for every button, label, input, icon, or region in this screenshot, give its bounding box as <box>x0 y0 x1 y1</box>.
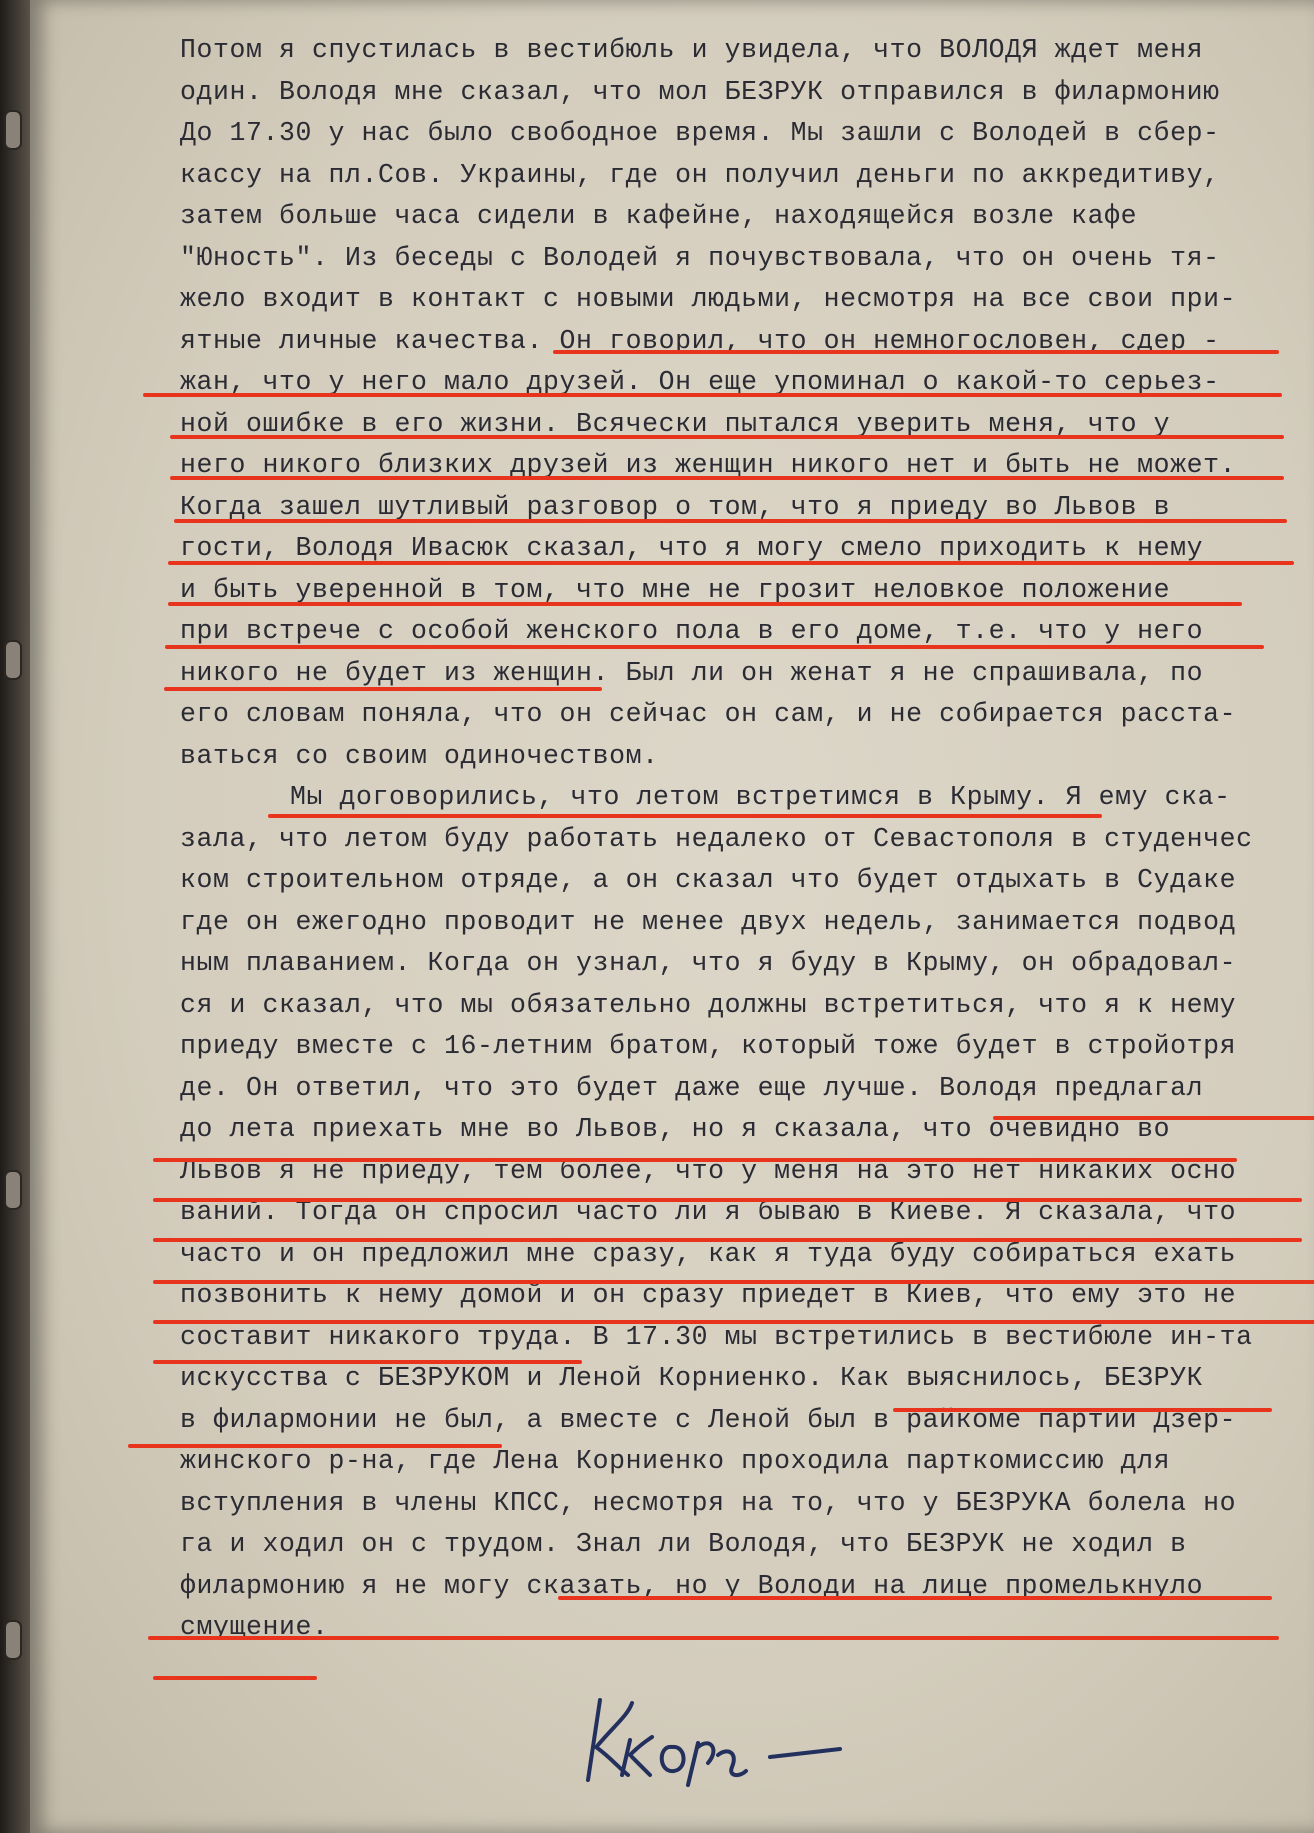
text-line: составит никакого труда. В 17.30 мы встретились в вестибюле ин-та <box>180 1321 1253 1352</box>
text-line: Львов я не приеду, тем более, что у меня на это нет никаких осно <box>180 1155 1237 1186</box>
text-line: жинского р-на, где Лена Корниенко проходила парткомиссию для <box>180 1446 1171 1476</box>
text-line: де. Он ответил, что это будет даже еще лучше. Володя предлагал <box>180 1072 1204 1103</box>
binder-ring <box>4 110 22 150</box>
text-line: ся и сказал, что мы обязательно должны встретиться, что я к нему <box>180 989 1237 1020</box>
text-line: один. Володя мне сказал, что мол БЕЗРУК отправился в филармонию <box>180 76 1220 107</box>
text-line: ятные личные качества. Он говорил, что он немногословен, сдер - <box>180 325 1220 356</box>
binder-ring <box>4 1170 22 1210</box>
text-line: при встрече с особой женского пола в его доме, т.е. что у него <box>180 616 1204 646</box>
text-line: кассу на пл.Сов. Украины, где он получил деньги по аккредитиву, <box>180 159 1220 190</box>
text-line: где он ежегодно проводит не менее двух недель, занимается подвод <box>180 906 1237 937</box>
text-line: ваться со своим одиночеством. <box>180 740 659 771</box>
text-line: него никого близких друзей из женщин никого нет и быть не может. <box>180 450 1237 480</box>
text-line: вступления в члены КПСС, несмотря на то, что у БЕЗРУКА болела но <box>180 1487 1237 1518</box>
text-line: позвонить к нему домой и он сразу приедет в Киев, что ему это не <box>180 1280 1237 1310</box>
text-line: в филармонии не был, а вместе с Леной был в райкоме партии Дзер- <box>180 1404 1237 1435</box>
text-line: жан, что у него мало друзей. Он еще упоминал о какой-то серьез- <box>180 367 1220 397</box>
red-underline-annotations <box>30 0 1314 1833</box>
text-line: затем больше часа сидели в кафейне, находящейся возле кафе <box>180 201 1138 231</box>
text-line: Потом я спустилась в вестибюль и увидела, что ВОЛОДЯ ждет меня <box>180 35 1204 65</box>
text-line: "Юность". Из беседы с Володей я почувствовала, что он очень тя- <box>180 242 1220 273</box>
binder-ring <box>4 1620 22 1660</box>
text-line: ком строительном отряде, а он сказал что будет отдыхать в Судаке <box>180 865 1237 895</box>
text-line: приеду вместе с 16-летним братом, который тоже будет в стройотря <box>180 1031 1237 1061</box>
text-line: жело входит в контакт с новыми людьми, несмотря на все свои при- <box>180 284 1237 314</box>
text-line: ваний. Тогда он спросил часто ли я бываю в Киеве. Я сказала, что <box>180 1197 1237 1227</box>
text-line: До 17.30 у нас было свободное время. Мы зашли с Володей в сбер- <box>180 118 1220 148</box>
text-line: искусства с БЕЗРУКОМ и Леной Корниенко. Как выяснилось, БЕЗРУК <box>180 1363 1204 1393</box>
text-line: Когда зашел шутливый разговор о том, что я приеду во Львов в <box>180 491 1171 522</box>
text-line: никого не будет из женщин. Был ли он женат я не спрашивала, по <box>180 657 1204 688</box>
text-line: до лета приехать мне во Львов, но я сказала, что очевидно во <box>180 1114 1171 1144</box>
text-line: часто и он предложил мне сразу, как я туда буду собираться ехать <box>180 1238 1237 1269</box>
binder-ring <box>4 640 22 680</box>
text-line: ным плаванием. Когда он узнал, что я буду в Крыму, он обрадовал- <box>180 948 1237 978</box>
text-line: гости, Володя Ивасюк сказал, что я могу смело приходить к нему <box>180 533 1204 563</box>
handwritten-signature <box>570 1685 850 1795</box>
text-line: филармонию я не могу сказать, но у Володи на лице промелькнуло <box>180 1570 1204 1601</box>
text-line: ной ошибке в его жизни. Всячески пытался уверить меня, что у <box>180 408 1171 439</box>
document-page <box>30 0 1314 1833</box>
text-line: смущение. <box>180 1612 329 1642</box>
text-line: его словам поняла, что он сейчас он сам, и не собирается расста- <box>180 699 1237 729</box>
text-line: га и ходил он с трудом. Знал ли Володя, что БЕЗРУК не ходил в <box>180 1529 1187 1559</box>
text-line: зала, что летом буду работать недалеко от Севастополя в студенчес <box>180 823 1253 854</box>
text-line: Мы договорились, что летом встретимся в Крыму. Я ему ска- <box>290 782 1231 812</box>
text-line: и быть уверенной в том, что мне не грозит неловкое положение <box>180 574 1171 605</box>
